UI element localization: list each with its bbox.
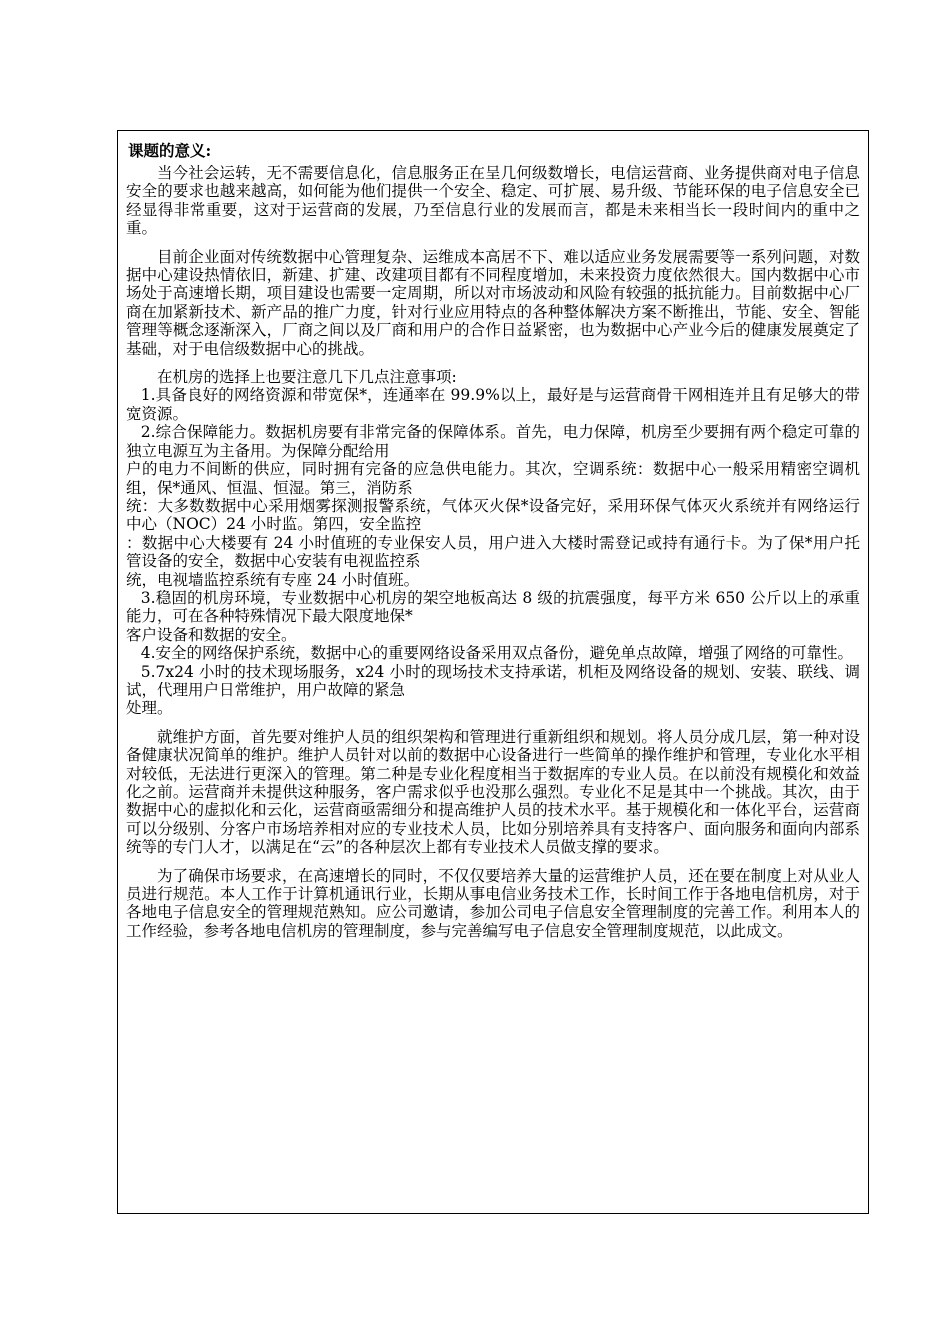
list-item-3-line-a: 3.稳固的机房环境，专业数据中心机房的架空地板高达 8 级的抗震强度，每平方米 650 公斤以上的承重能力，可在各种特殊情况下最大限度地保* xyxy=(126,588,860,626)
section-heading: 课题的意义: xyxy=(128,141,212,160)
list-item-2-line-e: 统，电视墙监控系统有专座 24 小时值班。 xyxy=(126,570,420,589)
paragraph-significance: 当今社会运转，无不需要信息化，信息服务正在呈几何级数增长，电信运营商、业务提供商对电子信息安全的要求也越来越高，如何能为他们提供一个安全、稳定、可扩展、易升级、节能环保的电子信息安全已经显得非常重要，这对于运营商的发展，乃至信息行业的发展而言，都是未来相当长一段时间内的重中之重。 xyxy=(126,164,860,238)
paragraph-gap xyxy=(126,718,860,728)
list-item-2-line-c: 统：大多数数据中心采用烟雾探测报警系统，气体灭火保*设备完好，采用环保气体灭火系统并有网络运行中心（NOC）24 小时监。第四，安全监控 xyxy=(126,496,860,534)
list-item-2-line-a: 2.综合保障能力。数据机房要有非常完备的保障体系。首先，电力保障，机房至少要拥有两个稳定可靠的独立电源互为主备用。为保障分配给用 xyxy=(126,423,860,460)
paragraph-gap xyxy=(126,358,860,368)
list-item-5-line-a: 5.7x24 小时的技术现场服务，x24 小时的现场技术支持承诺，机柜及网络设备的规划、安装、联线、调试，代理用户日常维护，用户故障的紧急 xyxy=(126,662,860,699)
paragraph-maintenance: 就维护方面，首先要对维护人员的组织架构和管理进行重新组织和规划。将人员分成几层，第一种对设备健康状况简单的维护。维护人员针对以前的数据中心设备进行一些简单的操作维护和管理，专业化水平相对较低，无法进行更深入的管理。第二种是专业化程度相当于数据库的专业人员。在以前没有规模化和效益化之前。运营商并未提供这种服务，客户需求似乎也没那么强烈。专业化不足是其中一个挑战。其次，由于数据中心的虚拟化和云化，运营商亟需细分和提高维护人员的技术水平。基于规模化和一体化平台，运营商可以分级别、分客户市场培养相对应的专业技术人员，比如分别培养具有支持客户、面向服务和面向内部系统等的专门人才，以满足在“云”的各种层次上都有专业技术人员做支撑的要求。 xyxy=(126,727,860,857)
list-item-2-line-b: 户的电力不间断的供应，同时拥有完备的应急供电能力。其次，空调系统：数据中心一般采用精密空调机组，保*通风、恒温、恒湿。第三，消防系 xyxy=(126,460,860,497)
paragraph-conclusion: 为了确保市场要求，在高速增长的同时，不仅仅要培养大量的运营维护人员，还在要在制度上对从业人员进行规范。本人工作于计算机通讯行业，长期从事电信业务技术工作，长时间工作于各地电信机房，对于各地电子信息安全的管理规范熟知。应公司邀请，参加公司电子信息安全管理制度的完善工作。利用本人的工作经验，参考各地电信机房的管理制度，参与完善编写电子信息安全管理制度规范，以此成文。 xyxy=(126,866,860,940)
paragraph-enterprise: 目前企业面对传统数据中心管理复杂、运维成本高居不下、难以适应业务发展需要等一系列问题，对数据中心建设热情依旧，新建、扩建、改建项目都有不同程度增加，未来投资力度依然很大。国内数据中心市场处于高速增长期，项目建设也需要一定周期，所以对市场波动和风险有较强的抵抗能力。目前数据中心厂商在加紧新技术、新产品的推广力度，针对行业应用特点的各种整体解决方案不断推出，节能、安全、智能管理等概念逐渐深入，厂商之间以及厂商和用户的合作日益紧密，也为数据中心产业今后的健康发展奠定了基础，对于电信级数据中心的挑战。 xyxy=(126,247,860,358)
list-item-4: 4.安全的网络保护系统，数据中心的重要网络设备采用双点备份，避免单点故障，增强了网络的可靠性。 xyxy=(140,644,854,663)
paragraph-gap xyxy=(126,238,860,248)
list-item-3-line-b: 客户设备和数据的安全。 xyxy=(126,625,297,644)
list-item-5-line-b: 处理。 xyxy=(126,699,173,718)
content-box xyxy=(117,130,869,1214)
list-item-2-line-d: ：数据中心大楼要有 24 小时值班的专业保安人员，用户进入大楼时需登记或持有通行卡。为了保*用户托管设备的安全，数据中心安装有电视监控系 xyxy=(126,533,860,571)
paragraph-gap xyxy=(126,857,860,867)
list-intro: 在机房的选择上也要注意几下几点注意事项: xyxy=(157,368,457,387)
list-item-1: 1.具备良好的网络资源和带宽保*，连通率在 99.9%以上，最好是与运营商骨干网相连并且有足够大的带宽资源。 xyxy=(126,386,860,423)
